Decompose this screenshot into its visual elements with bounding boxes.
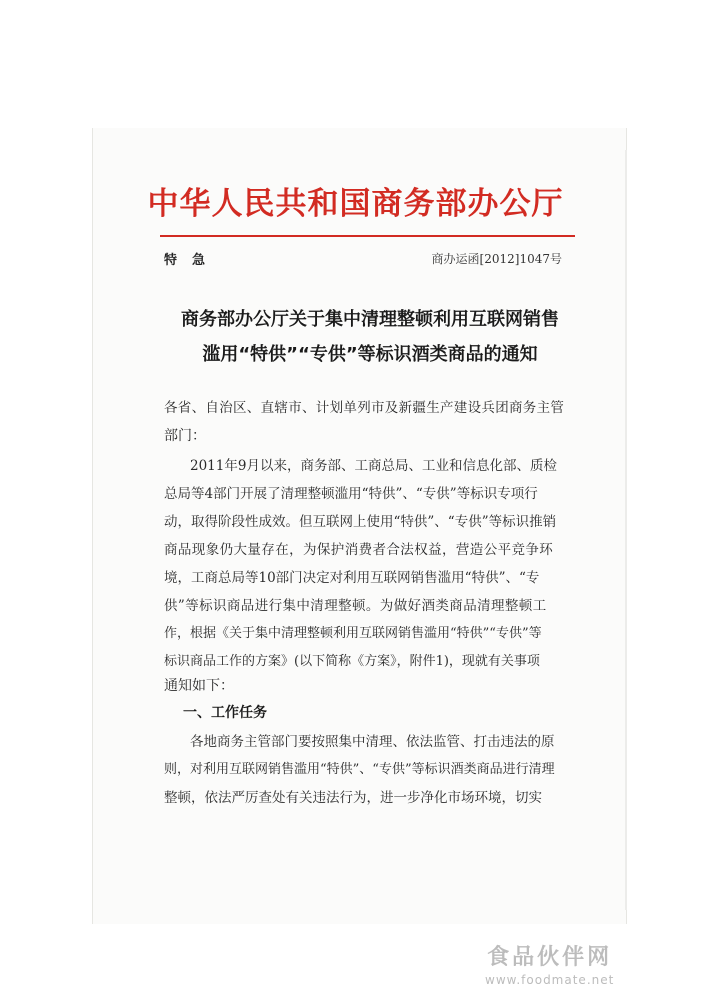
paragraph-line: 作，根据《关于集中清理整顿利用互联网销售滥用“特供”“专供”等 [164,626,542,641]
watermark [485,940,614,987]
document-title-line-2: 滥用“特供”“专供”等标识酒类商品的通知 [202,344,538,365]
paragraph-line: 商品现象仍大量存在，为保护消费者合法权益，营造公平竞争环 [164,542,554,558]
watermark-text: 食品伙伴网 [487,945,613,970]
section-paragraph-line: 整顿，依法严厉查处有关违法行为，进一步净化市场环境，切实 [164,790,542,806]
section-paragraph-line: 各地商务主管部门要按照集中清理、依法监管、打击违法的原 [190,734,555,750]
letterhead-red-rule [160,235,575,237]
page-edge-shadow [625,150,627,910]
watermark-url: www.foodmate.net [485,973,615,987]
paragraph-line: 供”等标识商品进行集中清理整顿。为做好酒类商品清理整顿工 [164,598,547,614]
document-title-line-1: 商务部办公厅关于集中清理整顿利用互联网销售 [181,309,559,330]
paragraph-line: 总局等4部门开展了清理整顿滥用“特供”、“专供”等标识专项行 [164,486,538,502]
document-number: 商办运函[2012]1047号 [431,252,562,266]
paragraph-line: 通知如下： [164,678,234,694]
letterhead-title: 中华人民共和国商务部办公厅 [147,186,564,222]
paragraph-line: 动，取得阶段性成效。但互联网上使用“特供”、“专供”等标识推销 [164,514,557,530]
paragraph-line: 境，工商总局等10部门决定对利用互联网销售滥用“特供”、“专 [164,570,540,586]
section-heading: 一、工作任务 [183,705,267,721]
paragraph-line: 2011年9月以来，商务部、工商总局、工业和信息化部、质检 [190,458,557,474]
addressee-line-cont: 部门： [164,428,206,444]
urgency-mark: 特急 [164,253,221,268]
section-paragraph-line: 则，对利用互联网销售滥用“特供”、“专供”等标识酒类商品进行清理 [164,762,555,777]
paragraph-line: 标识商品工作的方案》(以下简称《方案》，附件1)，现就有关事项 [164,654,540,669]
addressee-line: 各省、自治区、直辖市、计划单列市及新疆生产建设兵团商务主管 [164,400,565,416]
